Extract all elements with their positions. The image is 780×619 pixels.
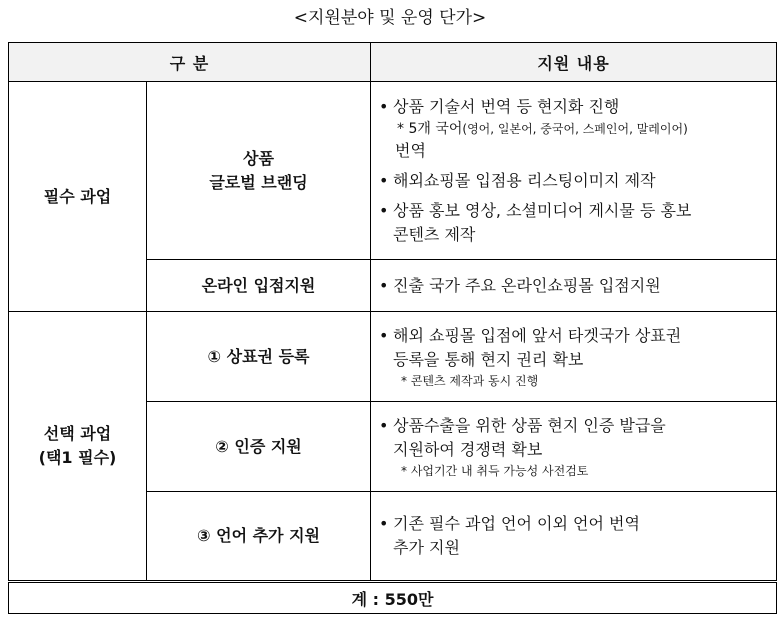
bullet-item: • 기존 필수 과업 언어 이외 언어 번역 추가 지원 [379, 512, 770, 560]
note-text: * 5개 국어(영어, 일본어, 중국어, 스페인어, 말레이어) [397, 120, 688, 137]
note-text: * 콘텐츠 제작과 동시 진행 [401, 373, 539, 388]
support-table [8, 42, 777, 614]
item-content-language [371, 492, 777, 582]
note-text: * 사업기간 내 취득 가능성 사전검토 [401, 463, 589, 478]
bullet-item: • 해외 쇼핑몰 입점에 앞서 타겟국가 상표권 등록을 통해 현지 권리 확보 [379, 324, 770, 372]
required-group-label: 필수 과업 [9, 82, 147, 312]
item-name-language: ③ 언어 추가 지원 [147, 492, 371, 582]
header-content: 지원 내용 [371, 43, 777, 82]
bullet-item: • 상품 기술서 번역 등 현지화 진행 [379, 95, 770, 119]
bullet-item: • 상품 홍보 영상, 소셜미디어 게시물 등 홍보 콘텐츠 제작 [379, 199, 770, 247]
note-continuation: 번역 [395, 140, 426, 160]
item-content-online [371, 260, 777, 312]
item-content-certification [371, 402, 777, 492]
header-category: 구 분 [9, 43, 371, 82]
header-row [9, 43, 777, 82]
item-name-online: 온라인 입점지원 [147, 260, 371, 312]
bullet-item: • 해외쇼핑몰 입점용 리스팅이미지 제작 [379, 169, 770, 193]
total-row [9, 582, 777, 614]
table-caption: <지원분야 및 운영 단가> [293, 8, 487, 28]
item-name-branding: 상품 글로벌 브랜딩 [147, 82, 371, 260]
item-name-trademark: ① 상표권 등록 [147, 312, 371, 402]
item-content-branding [371, 82, 777, 260]
table-row [9, 82, 777, 260]
bullet-item: • 진출 국가 주요 온라인쇼핑몰 입점지원 [379, 274, 770, 298]
optional-group-label: 선택 과업 (택1 필수) [9, 312, 147, 582]
table-row [9, 312, 777, 402]
item-content-trademark [371, 312, 777, 402]
bullet-item: • 상품수출을 위한 상품 현지 인증 발급을 지원하여 경쟁력 확보 [379, 414, 770, 462]
item-name-certification: ② 인증 지원 [147, 402, 371, 492]
total-text: 계 : 550만 [9, 582, 777, 614]
